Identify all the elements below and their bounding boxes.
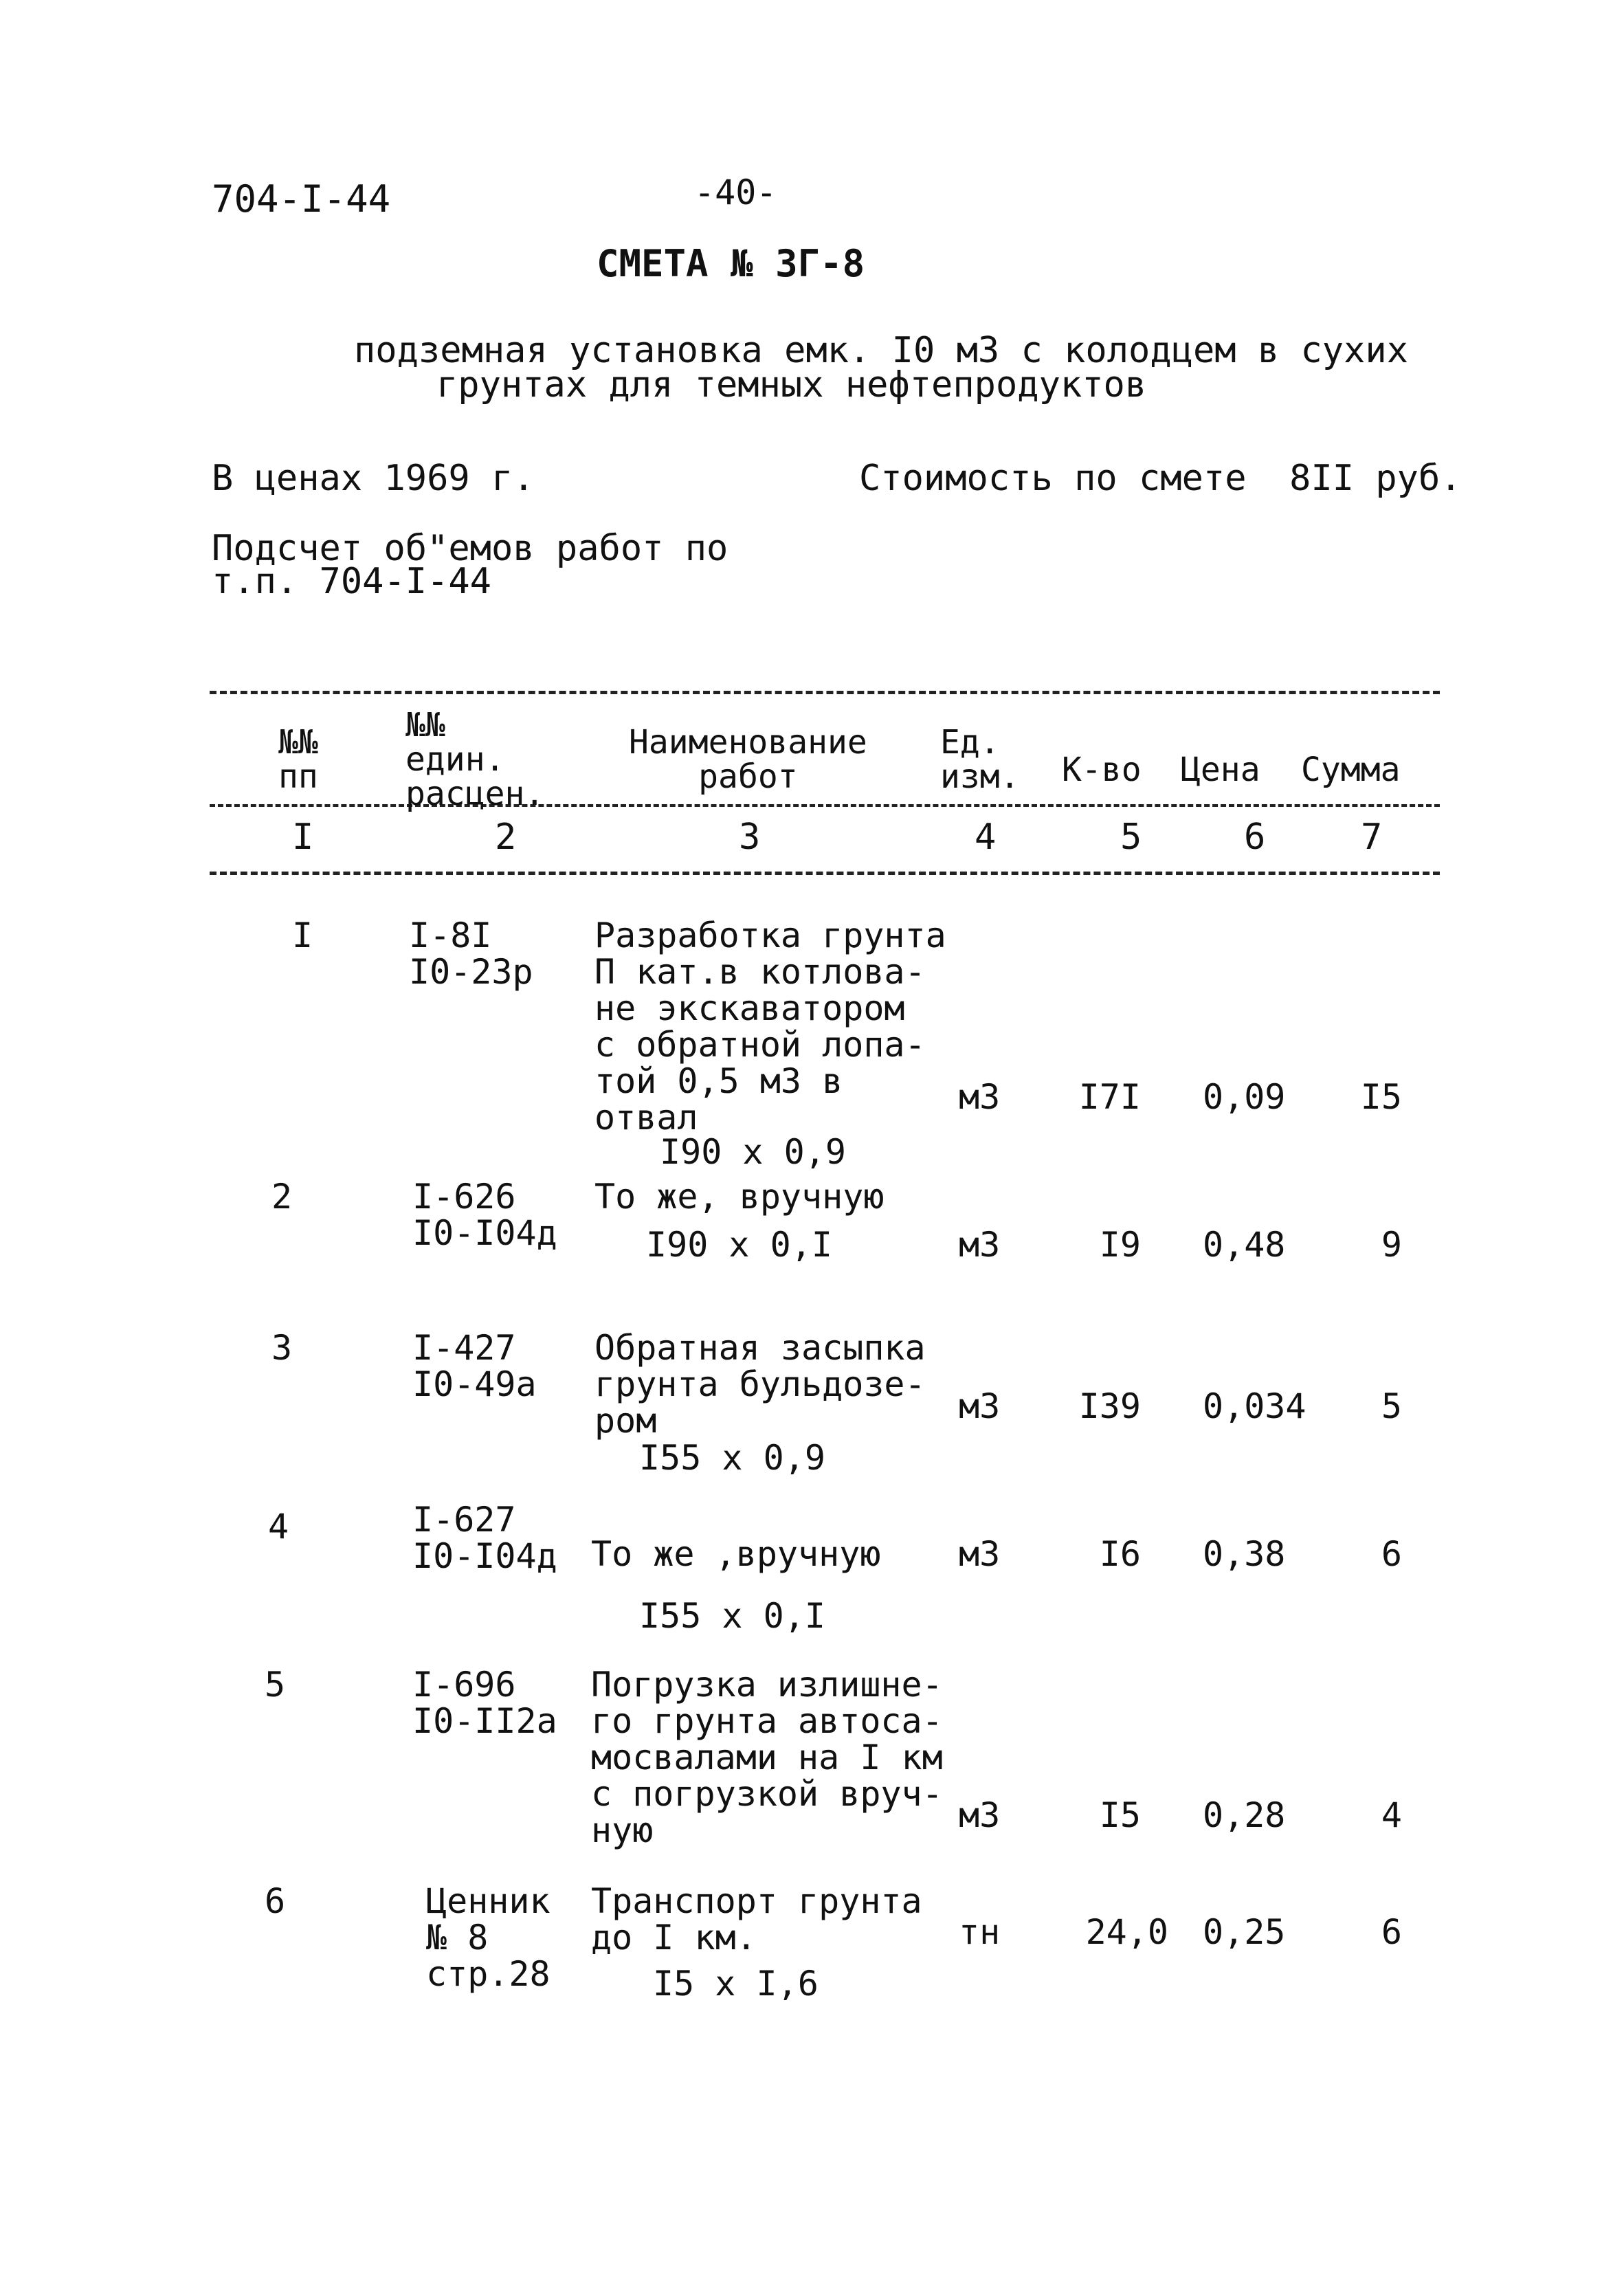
- row-unit: м3: [959, 1534, 1001, 1574]
- row-sum: 5: [1381, 1386, 1402, 1426]
- row-formula: I55 x 0,I: [639, 1596, 825, 1636]
- row-work-name: Обратная засыпка грунта бульдозе- ром: [594, 1328, 926, 1441]
- row-qty: 24,0: [1085, 1912, 1168, 1952]
- row-num: 5: [265, 1665, 286, 1705]
- row-sum: 6: [1381, 1912, 1402, 1952]
- column-number: 4: [975, 817, 997, 858]
- col-header-name: Наименование работ: [629, 723, 867, 796]
- row-num: 2: [271, 1177, 293, 1217]
- row-price: 0,034: [1203, 1386, 1306, 1426]
- calc-line-2: т.п. 704-I-44: [212, 561, 491, 602]
- row-unit: м3: [959, 1077, 1001, 1117]
- column-number: I: [292, 817, 314, 858]
- row-price: 0,25: [1203, 1912, 1286, 1952]
- row-rate-ref: I-696 I0-II2а: [412, 1665, 557, 1741]
- row-sum: 6: [1381, 1534, 1402, 1574]
- col-header-rate: №№ един. расцен.: [405, 706, 545, 813]
- row-sum: 9: [1381, 1225, 1402, 1265]
- column-number: 5: [1120, 817, 1142, 858]
- column-number-rule: [210, 872, 1440, 875]
- row-work-name: То же ,вручную: [591, 1534, 881, 1574]
- row-num: 4: [268, 1507, 289, 1546]
- table-top-rule: [210, 691, 1440, 694]
- row-sum: 4: [1381, 1795, 1402, 1835]
- row-qty: I5: [1099, 1795, 1141, 1835]
- col-header-price: Цена: [1181, 751, 1260, 789]
- row-num: 3: [271, 1328, 293, 1368]
- column-number: 3: [739, 817, 761, 858]
- row-price: 0,48: [1203, 1225, 1286, 1265]
- col-header-qty: К-во: [1062, 751, 1142, 789]
- col-header-unit: Ед. изм.: [940, 723, 1020, 796]
- row-rate-ref: I-8I I0-23р: [409, 916, 533, 992]
- calc-line-1: Подсчет об"емов работ по: [212, 528, 728, 569]
- row-price: 0,28: [1203, 1795, 1286, 1835]
- row-qty: I9: [1099, 1225, 1141, 1265]
- estimate-title: СМЕТА № ЗГ-8: [597, 242, 865, 285]
- row-work-name: Разработка грунта П кат.в котлова- не экскаватором с обратной лопа- той 0,5 м3 в отвал: [594, 916, 946, 1138]
- row-work-name: То же, вручную: [594, 1177, 885, 1217]
- row-rate-ref: I-626 I0-I04д: [412, 1177, 557, 1253]
- row-price: 0,09: [1203, 1077, 1286, 1117]
- row-num: I: [292, 916, 313, 955]
- document-code: 704-I-44: [212, 177, 391, 221]
- subtitle-line-1: подземная установка емк. I0 м3 с колодцем в сухих: [354, 330, 1409, 371]
- column-number: 2: [495, 817, 517, 858]
- column-number: 7: [1361, 817, 1383, 858]
- row-unit: м3: [959, 1225, 1001, 1265]
- subtitle-line-2: грунтах для темных нефтепродуктов: [436, 364, 1147, 406]
- col-header-sum: Сумма: [1301, 751, 1401, 789]
- row-unit: м3: [959, 1795, 1001, 1835]
- row-formula: I90 x 0,I: [646, 1225, 832, 1265]
- row-work-name: Погрузка излишне- го грунта автоса- мосвалами на I км с погрузкой вруч- ную: [591, 1665, 943, 1850]
- row-num: 6: [265, 1881, 286, 1921]
- cost-label: Стоимость по смете 8II руб.: [859, 458, 1462, 499]
- header-bottom-rule: [210, 804, 1440, 807]
- row-sum: I5: [1360, 1077, 1402, 1117]
- col-header-num: №№ пп: [278, 723, 318, 796]
- row-work-name: Транспорт грунта до I км.: [591, 1881, 922, 1958]
- row-rate-ref: Ценник № 8 стр.28: [426, 1881, 550, 1994]
- row-unit: м3: [959, 1386, 1001, 1426]
- row-rate-ref: I-427 I0-49а: [412, 1328, 537, 1404]
- row-formula: I5 x I,6: [653, 1964, 819, 2004]
- row-qty: I39: [1078, 1386, 1141, 1426]
- row-qty: I6: [1099, 1534, 1141, 1574]
- row-qty: I7I: [1078, 1077, 1141, 1117]
- prices-label: В ценах 1969 г.: [212, 458, 535, 499]
- row-unit: тн: [959, 1912, 1001, 1952]
- row-price: 0,38: [1203, 1534, 1286, 1574]
- page-number: -40-: [694, 173, 777, 212]
- row-rate-ref: I-627 I0-I04д: [412, 1500, 557, 1576]
- row-formula: I55 x 0,9: [639, 1438, 825, 1478]
- row-formula: I90 x 0,9: [660, 1132, 846, 1172]
- column-number: 6: [1244, 817, 1266, 858]
